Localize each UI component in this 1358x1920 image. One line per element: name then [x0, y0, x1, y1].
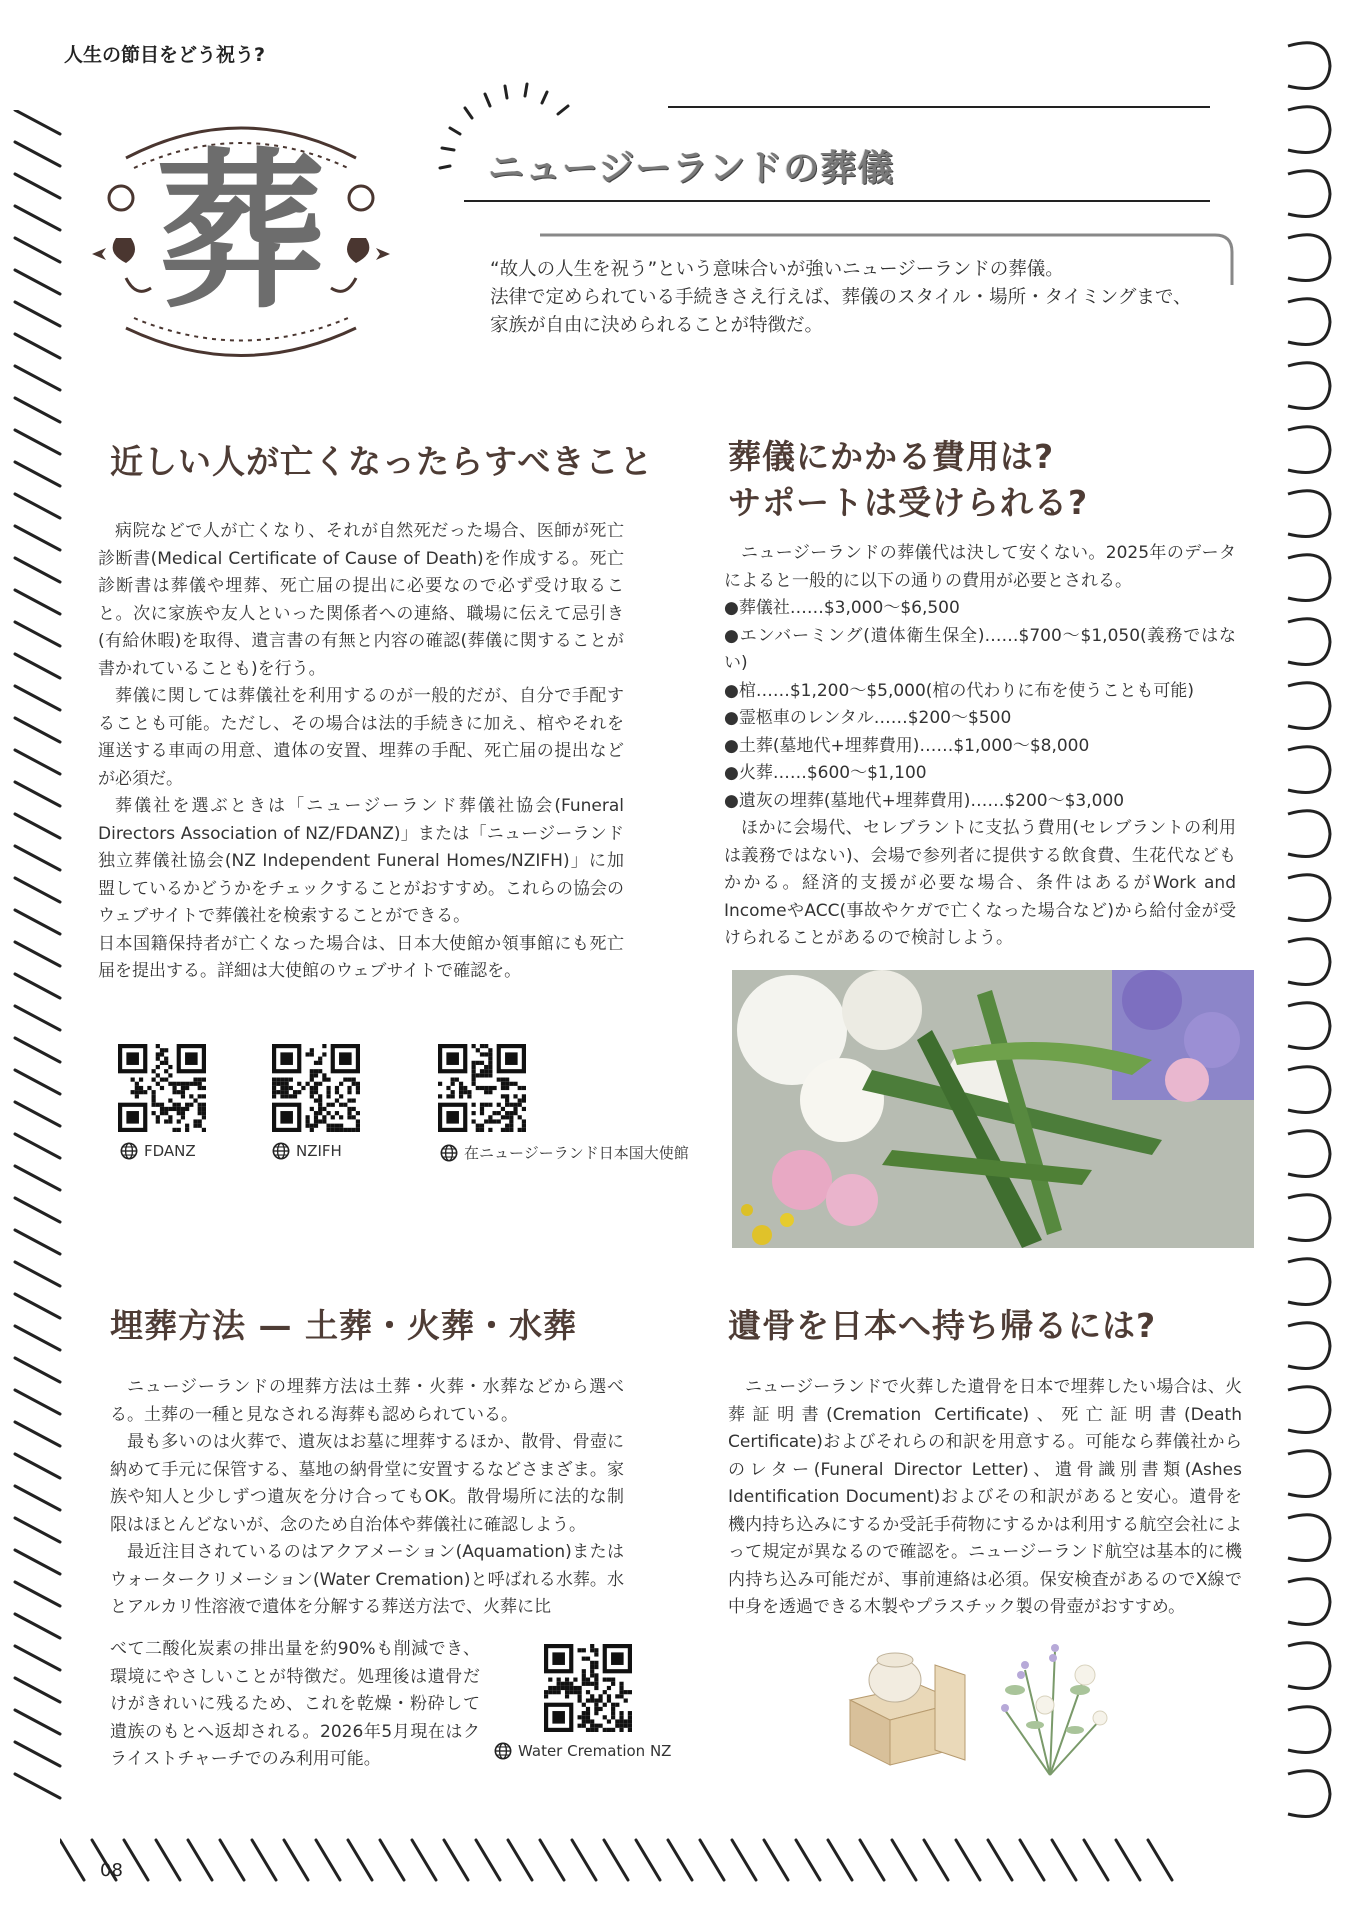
sec3-tail — [110, 1636, 480, 1774]
hero-kanji: 葬 — [155, 134, 326, 332]
urn-box-illustration — [840, 1640, 980, 1770]
qr-label-text: 在ニュージーランド日本国大使館 — [464, 1144, 689, 1162]
sec1-para-3: 葬儀社を選ぶときは「ニュージーランド葬儀社協会(Funeral Directors Association of NZ/FDANZ)」または「ニュージーランド独立葬儀社協会(NZ Independent Funeral Homes/NZIFH)」に加盟しているかどうかをチェックすることがおすすめ。これらの協会のウェブサイトで葬儀社を検索することができる。 — [98, 796, 624, 926]
flower-bouquet-photo — [732, 970, 1254, 1248]
cost-item: ●霊柩車のレンタル……$200〜$500 — [724, 708, 1012, 728]
intro-line-1: “故人の人生を祝う”という意味合いが強いニュージーランドの葬儀。 — [490, 259, 1064, 280]
qr-label-nzifh[interactable] — [272, 1142, 342, 1160]
cost-item: ●葬儀社……$3,000〜$6,500 — [724, 598, 960, 618]
sec3-body — [110, 1374, 624, 1622]
cost-list — [724, 595, 1236, 815]
right-coil-border — [1268, 40, 1348, 1830]
sec1-body — [98, 518, 624, 986]
sec4-body — [728, 1374, 1242, 1622]
qr-code-icon — [118, 1044, 206, 1132]
page-title: ニュージーランドの葬儀 — [488, 148, 895, 189]
cost-item: ●棺……$1,200〜$5,000(棺の代わりに布を使うことも可能) — [724, 680, 1195, 701]
qr-label-text: Water Cremation NZ — [518, 1742, 672, 1760]
qr-water-cremation[interactable] — [544, 1644, 632, 1736]
sec3-tail-text: べて二酸化炭素の排出量を約90%も削減でき、環境にやさしいことが特徴だ。処理後は遺骨だけがきれいに残るため、これを乾燥・粉砕して遺族のもとへ返却される。2026年5月現在はクライストチャーチでのみ利用可能。 — [110, 1639, 480, 1769]
qr-code-icon — [438, 1044, 526, 1132]
cost-item: ●火葬……$600〜$1,100 — [724, 763, 927, 783]
qr-label-water-cremation[interactable] — [494, 1742, 671, 1760]
globe-icon — [272, 1142, 290, 1160]
sec1-para-1: 病院などで人が亡くなり、それが自然死だった場合、医師が死亡診断書(Medical Certificate of Cause of Death)を作成する。死亡診断書は葬儀や埋葬、死亡届の提出に必要なので必ず受け取ること。次に家族や友人といった関係者への連絡、職場に伝えて忌引き(有給休暇)を取得、遺言書の有無と内容の確認(葬儀に関することが書かれていることも)を行う。 — [98, 521, 624, 679]
intro-text — [490, 256, 1250, 340]
sec2-lead: ニュージーランドの葬儀代は決して安くない。2025年のデータによると一般的に以下の通りの費用が必要とされる。 — [724, 543, 1236, 591]
globe-icon — [120, 1142, 138, 1160]
title-rule-bottom — [464, 200, 1210, 202]
qr-label-embassy[interactable] — [440, 1142, 689, 1163]
sec2-heading — [728, 434, 1088, 526]
qr-label-fdanz[interactable] — [120, 1142, 196, 1160]
sec3-para-2: 最も多いのは火葬で、遺灰はお墓に埋葬するほか、散骨、骨壺に納めて手元に保管する、墓地の納骨堂に安置するなどさまざま。家族や知人と少しずつ遺灰を分け合ってもOK。散骨場所に法的な制限はほとんどないが、念のため自治体や葬儀社に確認しよう。 — [110, 1432, 624, 1535]
globe-icon — [440, 1144, 458, 1162]
cost-item: ●エンバーミング(遺体衛生保全)……$700〜$1,050(義務ではない) — [724, 625, 1236, 673]
globe-icon — [494, 1742, 512, 1760]
intro-line-3: 家族が自由に決められることが特徴だ。 — [490, 315, 824, 336]
sec1-para-2: 葬儀に関しては葬儀社を利用するのが一般的だが、自分で手配することも可能。ただし、その場合は法的手続きに加え、棺やそれを運送する車両の用意、遺体の安置、埋葬の手配、死亡届の提出などが必須だ。 — [98, 686, 624, 789]
left-hatch-border — [10, 110, 70, 1800]
intro-line-2: 法律で定められている手続きさえ行えば、葬儀のスタイル・場所・タイミングまで、 — [490, 287, 1192, 308]
bottom-hatch-border — [60, 1835, 1190, 1885]
sec2-body — [724, 540, 1236, 953]
qr-code-icon — [272, 1044, 360, 1132]
sec4-text: ニュージーランドで火葬した遺骨を日本で埋葬したい場合は、火葬証明書(Cremation Certificate)、死亡証明書(Death Certificate)およびそれらの和訳を用意する。可能なら葬儀社からのレター(Funeral Director Letter)、遺骨識別書類(Ashes Identification Document)およびその和訳があると安心。遺骨を機内持ち込みにするか受託手荷物にするかは利用する航空会社によって規定が異なるので確認を。ニュージーランド航空は基本的に機内持ち込み可能だが、事前連絡は必須。保安検査があるのでX線で中身を透過できる木製やプラスチック製の骨壺がおすすめ。 — [728, 1377, 1242, 1617]
sec3-heading: 埋葬方法 — 土葬・火葬・水葬 — [110, 1306, 577, 1345]
sec2-heading-line-1: 葬儀にかかる費用は? — [728, 437, 1055, 476]
qr-embassy[interactable] — [438, 1044, 526, 1136]
section-header: 人生の節目をどう祝う? — [64, 44, 266, 66]
cost-item: ●土葬(墓地代+埋葬費用)……$1,000〜$8,000 — [724, 735, 1090, 756]
sec3-para-3: 最近注目されているのはアクアメーション(Aquamation)またはウォータークリメーション(Water Cremation)と呼ばれる水葬。水とアルカリ性溶液で遺体を分解する葬送方法で、火葬に比 — [110, 1542, 624, 1617]
qr-nzifh[interactable] — [272, 1044, 360, 1136]
sec4-heading: 遺骨を日本へ持ち帰るには? — [728, 1306, 1157, 1345]
sec1-heading: 近しい人が亡くなったらすべきこと — [110, 442, 654, 481]
qr-fdanz[interactable] — [118, 1044, 206, 1136]
sec1-para-4: 日本国籍保持者が亡くなった場合は、日本大使館か領事館にも死亡届を提出する。詳細は大使館のウェブサイトで確認を。 — [98, 933, 624, 981]
sec2-heading-line-2: サポートは受けられる? — [728, 483, 1089, 522]
qr-label-text: NZIFH — [296, 1142, 342, 1160]
hero-emblem — [86, 108, 396, 358]
sec3-para-1: ニュージーランドの埋葬方法は土葬・火葬・水葬などから選べる。土葬の一種と見なされる海葬も認められている。 — [110, 1377, 624, 1425]
floral-illustration — [985, 1630, 1115, 1780]
sec2-after: ほかに会場代、セレブラントに支払う費用(セレブラントの利用は義務ではない)、会場で参列者に提供する飲食費、生花代などもかかる。経済的支援が必要な場合、条件はあるがWork and IncomeやACC(事故やケガで亡くなった場合など)から給付金が受けられることがあるので検討しよう。 — [724, 818, 1236, 948]
qr-code-icon — [544, 1644, 632, 1732]
title-rule-top — [668, 106, 1210, 108]
page-number: 08 — [100, 1860, 123, 1881]
cost-item: ●遺灰の埋葬(墓地代+埋葬費用)……$200〜$3,000 — [724, 790, 1125, 811]
qr-label-text: FDANZ — [144, 1142, 196, 1160]
